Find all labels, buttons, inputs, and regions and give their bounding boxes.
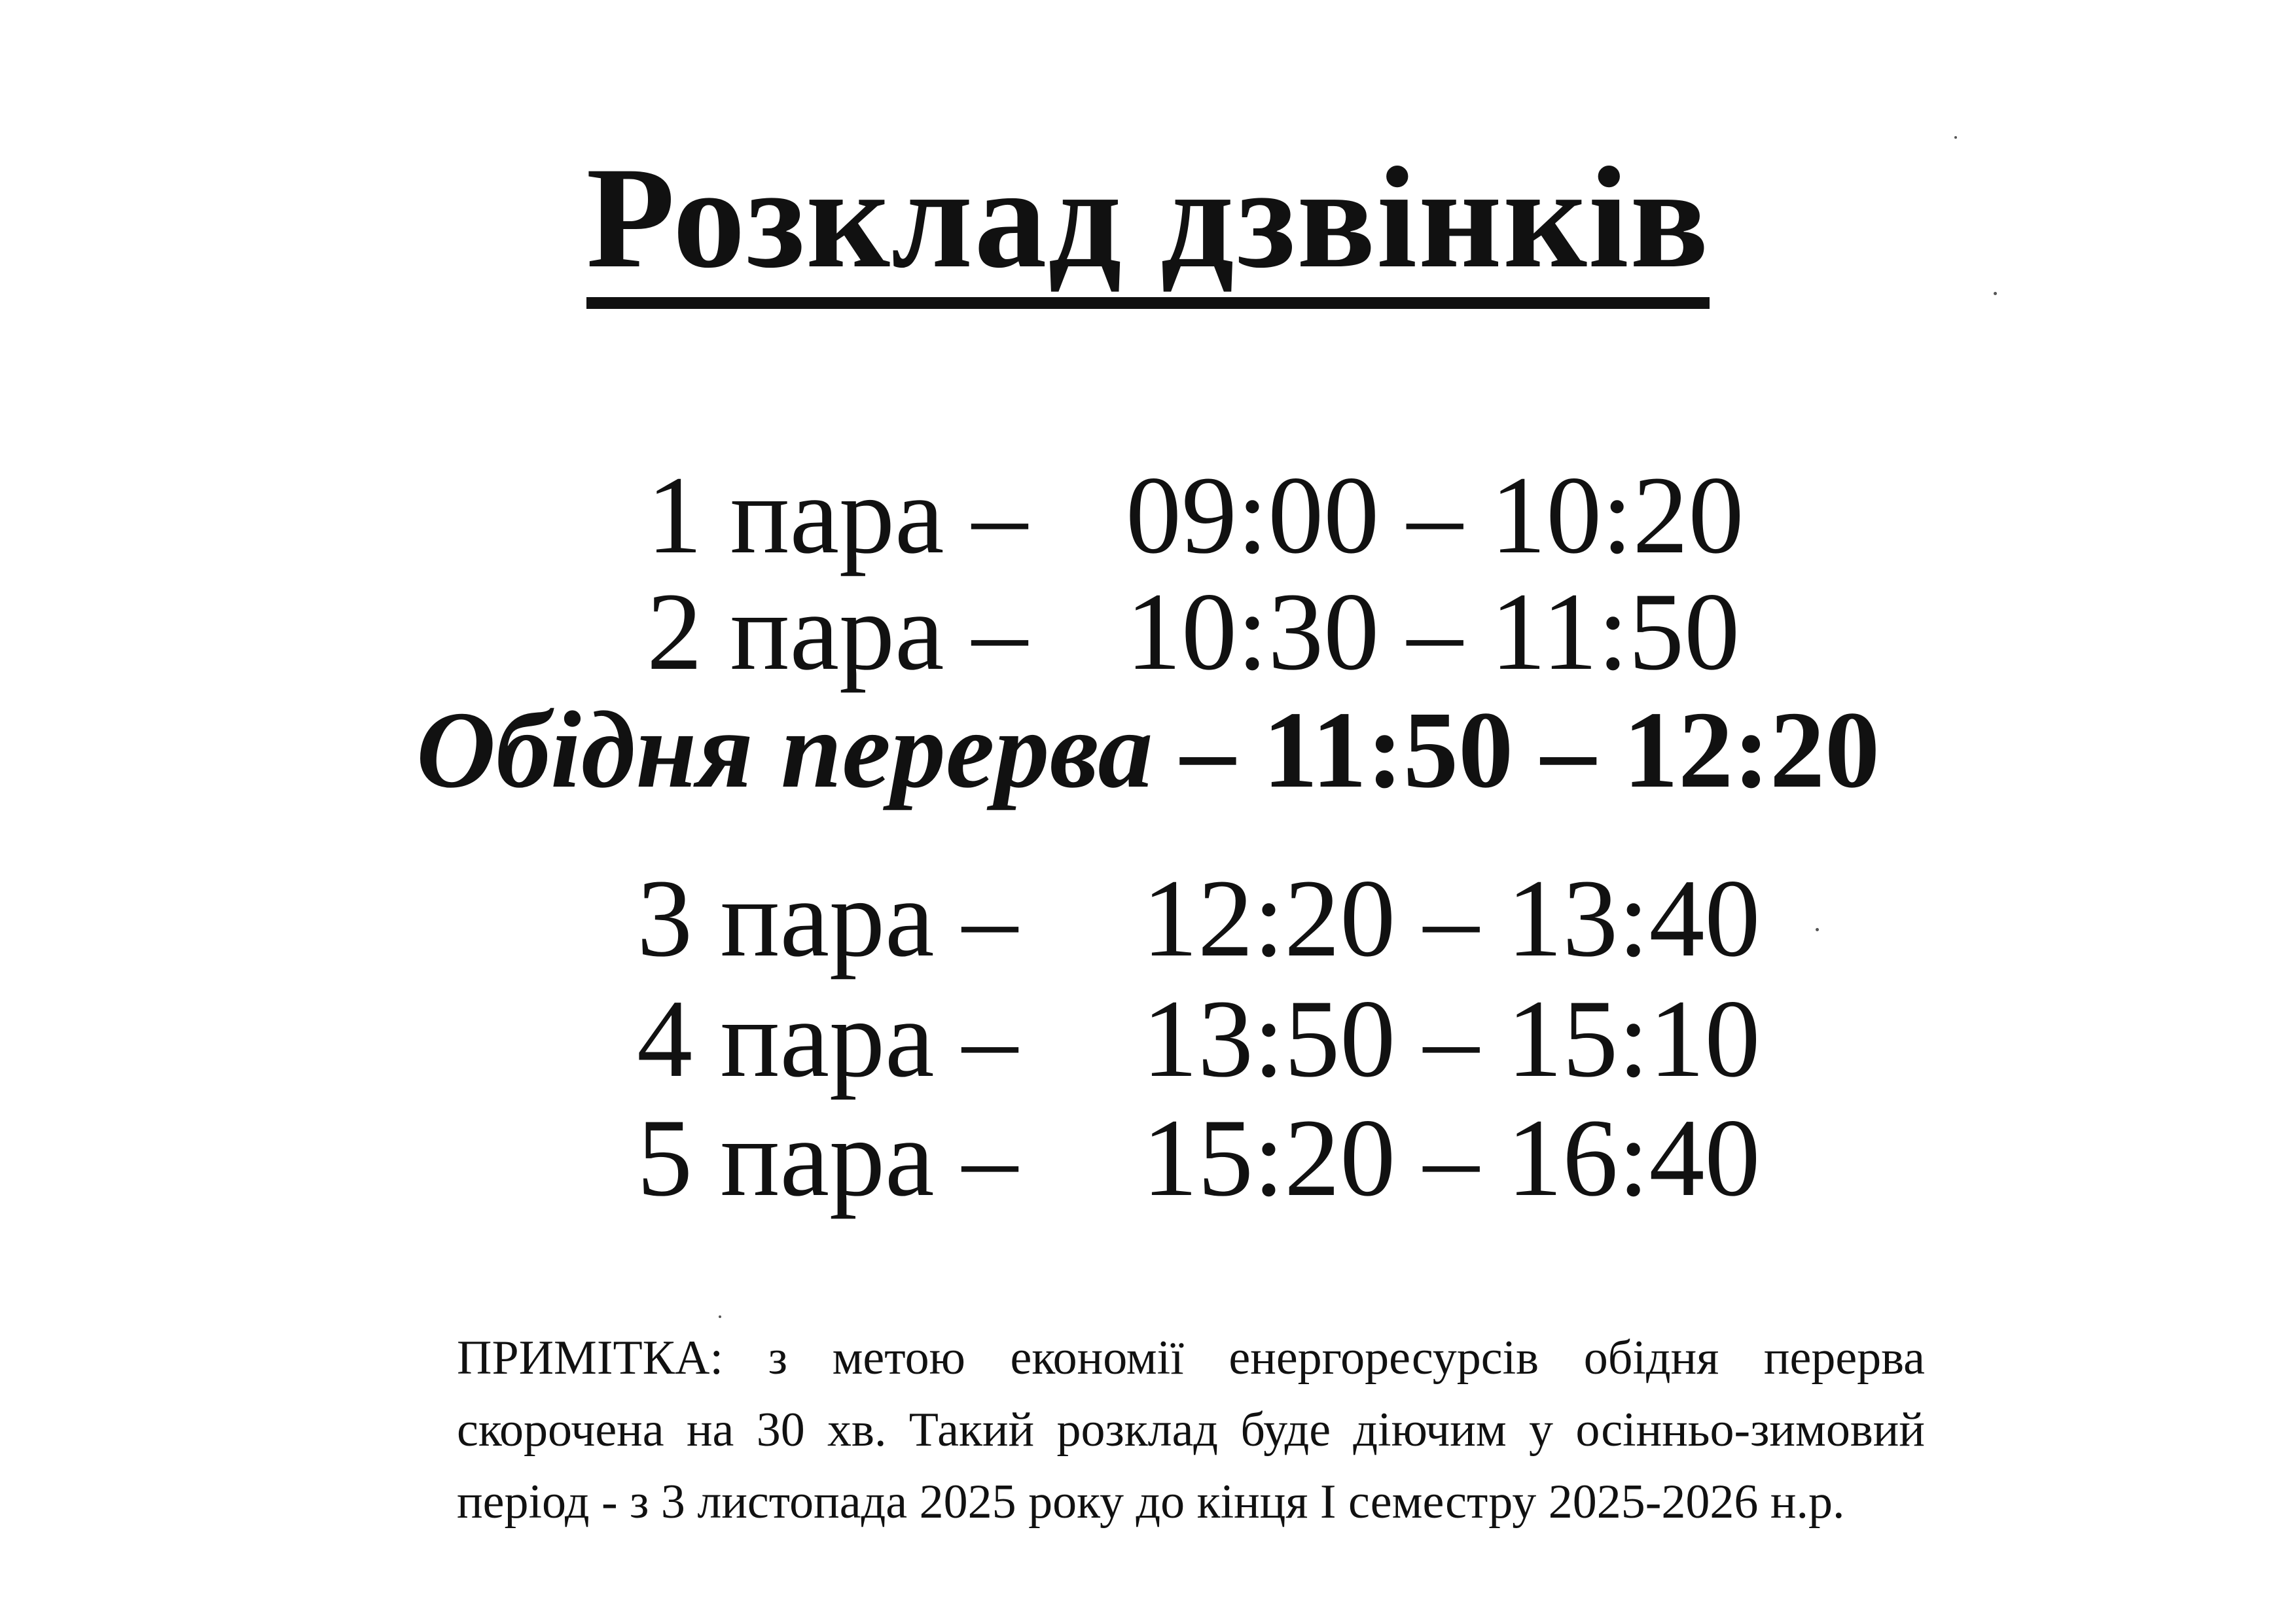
lunch-break-label: Обідня перерва bbox=[416, 689, 1153, 811]
note-paragraph: ПРИМІТКА: з метою економії енергоресурсів обідня перерва скорочена на 30 хв. Такий розклад буде діючим у осінньо-зимовий період - з 3 листопада 2025 року до кінця І семестру 2025-2026 н.р. bbox=[457, 1331, 1925, 1529]
lesson-time: 09:00 – 10:20 bbox=[1126, 454, 1744, 577]
scan-speck bbox=[1816, 928, 1819, 931]
page-title-text: Розклад дзвінків bbox=[586, 145, 1710, 309]
lesson-time: 10:30 – 11:50 bbox=[1126, 570, 1740, 693]
lesson-time: 13:50 – 15:10 bbox=[1142, 977, 1761, 1100]
scan-speck bbox=[1954, 136, 1957, 139]
lunch-break-row bbox=[0, 689, 2296, 811]
page-title bbox=[0, 137, 2296, 309]
lesson-label: 1 пара – bbox=[647, 454, 1028, 577]
lesson-label: 4 пара – bbox=[637, 977, 1018, 1100]
lesson-time: 12:20 – 13:40 bbox=[1142, 857, 1761, 980]
lesson-label: 3 пара – bbox=[637, 857, 1018, 980]
scan-speck bbox=[1994, 292, 1997, 295]
lesson-label: 5 пара – bbox=[637, 1096, 1018, 1219]
lunch-break-time: – 11:50 – 12:20 bbox=[1153, 689, 1880, 811]
scan-speck bbox=[719, 1315, 721, 1318]
lesson-time: 15:20 – 16:40 bbox=[1142, 1096, 1761, 1219]
lesson-label: 2 пара – bbox=[647, 570, 1028, 693]
